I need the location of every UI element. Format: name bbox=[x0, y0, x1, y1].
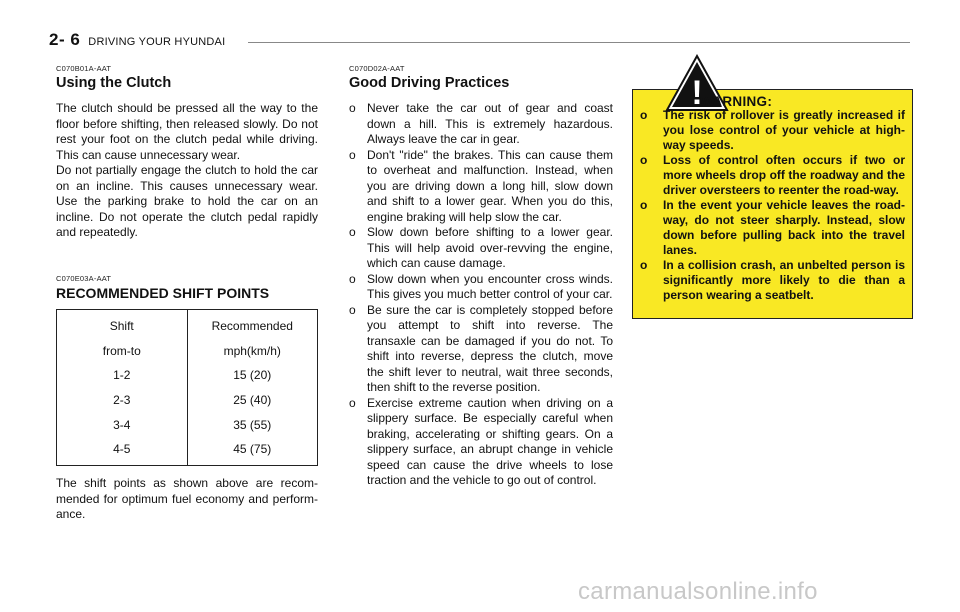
list-item-text: Slow down before shifting to a lower gear. This will help avoid over-revving the engine, which can cause damage. bbox=[367, 225, 613, 270]
list-item bbox=[349, 101, 613, 148]
list-item bbox=[349, 272, 613, 303]
chapter-title: DRIVING YOUR HYUNDAI bbox=[88, 36, 226, 48]
list-item bbox=[349, 148, 613, 226]
column-header: Recommended bbox=[211, 319, 293, 333]
table-cell: 35 (55) bbox=[233, 417, 272, 432]
good-driving-section bbox=[349, 64, 613, 489]
table-cell: 4-5 bbox=[113, 442, 131, 457]
bullet: o bbox=[349, 271, 356, 286]
warning-title: WARNING: bbox=[700, 94, 773, 109]
bullet: o bbox=[349, 302, 356, 317]
clutch-paragraph-2: Do not partially engage the clutch to hold the car on an incline. This causes unnecessary wear. Use the parking brake to hold the car on an incline. Do not operate the clutch pedal rapidly and repeatedly. bbox=[56, 163, 318, 239]
section-code: C070B01A-AAT bbox=[56, 64, 112, 73]
list-item-text: The risk of rollover is greatly increased if you lose control of your vehicle at high-way speeds. bbox=[663, 108, 905, 152]
list-item bbox=[349, 303, 613, 396]
bullet: o bbox=[349, 225, 356, 239]
shift-points-table bbox=[56, 309, 318, 466]
table-cell: 2-3 bbox=[113, 393, 131, 408]
page-number: 2- 6 bbox=[49, 30, 81, 49]
bullet: o bbox=[640, 198, 648, 212]
list-item bbox=[349, 225, 613, 272]
list-item-text: Slow down when you encounter cross winds. This gives you much better control of your car. bbox=[367, 271, 613, 301]
table-cell: 25 (40) bbox=[233, 393, 272, 408]
list-item bbox=[640, 198, 905, 258]
list-item-text: Never take the car out of gear and coast down a hill. This is extremely hazardous. Always leave the car in gear. bbox=[367, 101, 613, 146]
header-rule bbox=[248, 42, 910, 43]
shift-points-heading bbox=[56, 274, 318, 301]
bullet: o bbox=[349, 395, 356, 410]
list-item-text: Loss of control often occurs if two or more wheels drop off the roadway and the driver oversteers to reenter the road-way. bbox=[663, 153, 905, 197]
section-title: Using the Clutch bbox=[56, 75, 172, 91]
table-cell: 15 (20) bbox=[233, 368, 272, 383]
list-item-text: Exercise extreme caution when driving on a slippery surface. Be especially careful when braking, accelerating or shifting gears. On a slippery surface, an abrupt change in vehicle speed can cause the drive wheels to lose traction and the vehicle to go out of control. bbox=[367, 395, 613, 487]
bullet: o bbox=[640, 258, 648, 272]
list-item-text: Be sure the car is completely stopped before you attempt to shift into reverse. The transaxle can be damaged if you do not. To shift into reverse, depress the clutch, move the shift lever to neutral, wait three seconds, then shift to the reverse position. bbox=[367, 302, 613, 394]
clutch-section bbox=[56, 64, 318, 241]
list-item bbox=[640, 258, 905, 303]
page-header bbox=[49, 30, 225, 52]
watermark: carmanualsonline.info bbox=[578, 578, 818, 605]
table-cell: 1-2 bbox=[113, 368, 131, 383]
list-item-text: In a collision crash, an unbelted person is significantly more likely to die than a person wearing a seatbelt. bbox=[663, 258, 905, 302]
bullet: o bbox=[349, 101, 356, 115]
shift-column bbox=[57, 310, 188, 465]
column-header: Shift bbox=[109, 319, 134, 333]
warning-exclamation: ! bbox=[691, 74, 703, 112]
table-cell: 45 (75) bbox=[233, 442, 272, 457]
shift-points-note: The shift points as shown above are recom-mended for optimum fuel economy and perform-ance. bbox=[56, 476, 318, 521]
bullet: o bbox=[640, 153, 648, 167]
bullet: o bbox=[349, 147, 356, 162]
speed-column bbox=[188, 310, 318, 465]
section-code: C070E03A-AAT bbox=[56, 274, 112, 283]
list-item bbox=[640, 153, 905, 198]
list-item bbox=[640, 108, 905, 153]
column-header: from-to bbox=[102, 343, 141, 358]
warning-box bbox=[632, 74, 913, 319]
column-header: mph(km/h) bbox=[223, 343, 281, 358]
list-item-text: In the event your vehicle leaves the road-way, do not steer sharply. Instead, slow down before pulling back into the travel lanes. bbox=[663, 198, 905, 257]
clutch-paragraph-1: The clutch should be pressed all the way to the floor before shifting, then released slowly. Do not rest your foot on the clutch pedal while driving. This can cause unnecessary wear. bbox=[56, 101, 318, 162]
list-item bbox=[349, 396, 613, 489]
section-title: Good Driving Practices bbox=[349, 75, 510, 91]
driving-practices-list bbox=[349, 101, 613, 489]
bullet: o bbox=[640, 108, 648, 122]
warning-list bbox=[640, 108, 905, 303]
section-code: C070D02A-AAT bbox=[349, 64, 405, 73]
section-title: RECOMMENDED SHIFT POINTS bbox=[56, 285, 270, 301]
table-cell: 3-4 bbox=[113, 417, 131, 432]
list-item-text: Don't "ride" the brakes. This can cause them to overheat and malfunction. Instead, when you are driving down a long hill, slow down and shift to a lower gear. When you do this, engine braking will help slow the car. bbox=[367, 147, 613, 224]
